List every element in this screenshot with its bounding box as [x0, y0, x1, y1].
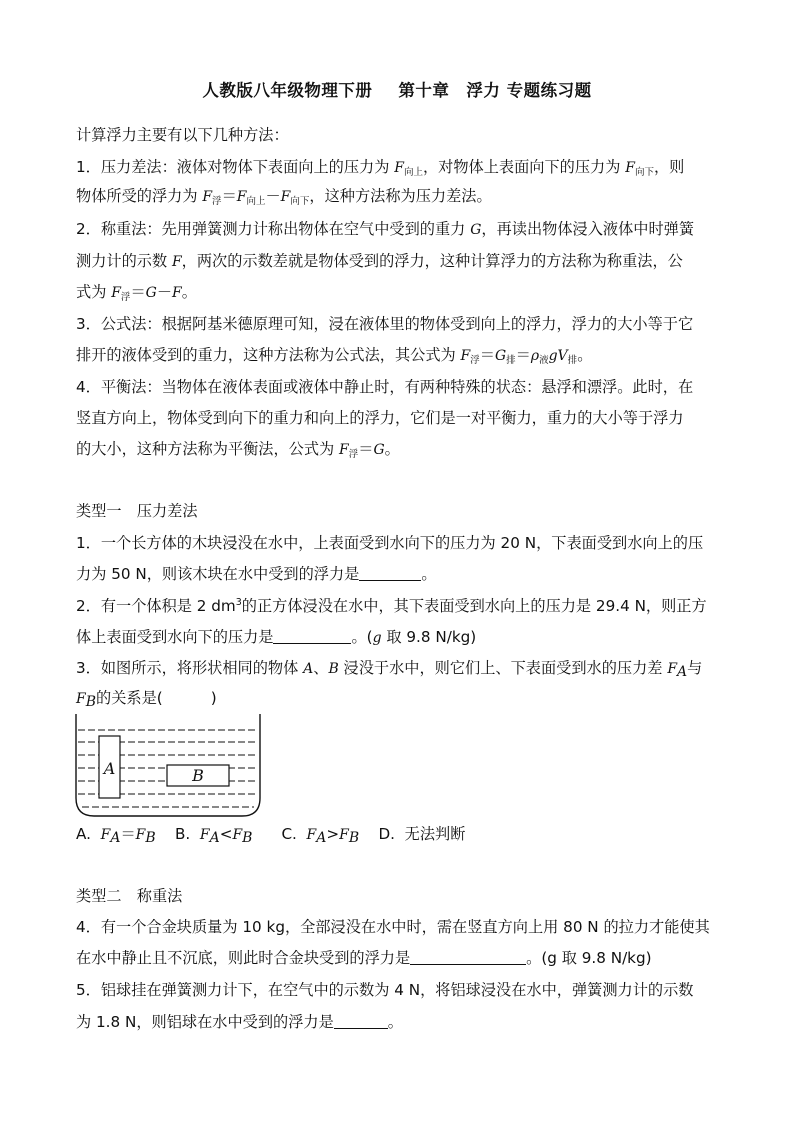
answer-blank[interactable] — [359, 566, 421, 581]
section-heading-type2: 类型二 称重法 — [76, 887, 183, 905]
answer-blank[interactable] — [273, 629, 351, 644]
option-d[interactable]: D. 无法判断 — [378, 825, 466, 843]
method-3-line-1: 3．公式法：根据阿基米德原理可知，浸在液体里的物体受到向上的浮力，浮力的大小等于它 — [76, 315, 694, 333]
section-heading-type1: 类型一 压力差法 — [76, 502, 198, 520]
method-4-line-3: 的大小，这种方法称为平衡法，公式为 $F_浮=G$。 — [76, 440, 400, 460]
question-4-line-2: 在水中静止且不沉底，则此时合金块受到的浮力是 。(g 取 9.8 N/kg) — [76, 949, 652, 967]
question-2-line-1: 2．有一个体积是 2 $dm^3$的正方体浸没在水中，其下表面受到水向上的压力是 29.4 N，则正方 — [76, 597, 707, 615]
page-title — [0, 77, 794, 101]
method-2-line-3: 式为 $F_浮=G-F$。 — [76, 283, 197, 303]
answer-blank[interactable] — [334, 1014, 388, 1029]
question-1-line-1: 1．一个长方体的木块浸没在水中，上表面受到水向下的压力为 20 N，下表面受到水向上的压 — [76, 534, 704, 552]
question-3-options — [76, 824, 736, 845]
label-b: B — [192, 766, 204, 785]
beaker-figure — [70, 712, 270, 818]
option-b[interactable]: B. $F_A<F_B$ — [174, 825, 253, 846]
question-4-line-1: 4．有一个合金块质量为 10 kg，全部浸没在水中时，需在竖直方向上用 80 N 的拉力才能使其 — [76, 918, 710, 936]
intro-text: 计算浮力主要有以下几种方法： — [76, 126, 289, 144]
question-3-line-1: 3．如图所示，将形状相同的物体 A、B 浸没于水中，则它们上、下表面受到水的压力差 $F_A$与 — [76, 659, 703, 680]
title-part2: 第十章 浮力 专题练习题 — [398, 81, 592, 100]
method-1-line-2: 物体所受的浮力为 $F_浮=F_{向上}-F_{向下}$，这种方法称为压力差法。 — [76, 187, 492, 207]
question-3-line-2: $F_B$的关系是( ) — [76, 689, 217, 710]
option-c[interactable]: C. $F_A>F_B$ — [281, 825, 360, 846]
question-5-line-1: 5．铝球挂在弹簧测力计下，在空气中的示数为 4 N，将铝球浸没在水中，弹簧测力计的示数 — [76, 981, 694, 999]
label-a: A — [103, 759, 116, 778]
option-a[interactable]: A. $F_A=F_B$ — [76, 825, 156, 846]
method-4-line-2: 竖直方向上，物体受到向下的重力和向上的浮力，它们是一对平衡力，重力的大小等于浮力 — [76, 409, 684, 427]
method-1-line-1: 1．压力差法：液体对物体下表面向上的压力为 $F_{向上}$，对物体上表面向下的压力为 $F_{向下}$，则 — [76, 158, 685, 178]
method-2-line-1: 2．称重法：先用弹簧测力计称出物体在空气中受到的重力 G，再读出物体浸入液体中时弹簧 — [76, 220, 694, 238]
answer-blank[interactable] — [410, 950, 526, 965]
question-2-line-2: 体上表面受到水向下的压力是 。(g 取 9.8 N/kg) — [76, 628, 477, 646]
title-part1: 人教版八年级物理下册 — [202, 81, 373, 100]
question-5-line-2: 为 1.8 N，则铝球在水中受到的浮力是 。 — [76, 1013, 403, 1031]
question-1-line-2: 力为 50 N，则该木块在水中受到的浮力是 。 — [76, 565, 437, 583]
method-3-line-2: 排开的液体受到的重力，这种方法称为公式法，其公式为 $F_浮=G_排=\rho_液gV_排$。 — [76, 346, 593, 366]
method-2-line-2: 测力计的示数 F，两次的示数差就是物体受到的浮力，这种计算浮力的方法称为称重法，公 — [76, 252, 683, 270]
method-4-line-1: 4．平衡法：当物体在液体表面或液体中静止时，有两种特殊的状态：悬浮和漂浮。此时，在 — [76, 378, 694, 396]
